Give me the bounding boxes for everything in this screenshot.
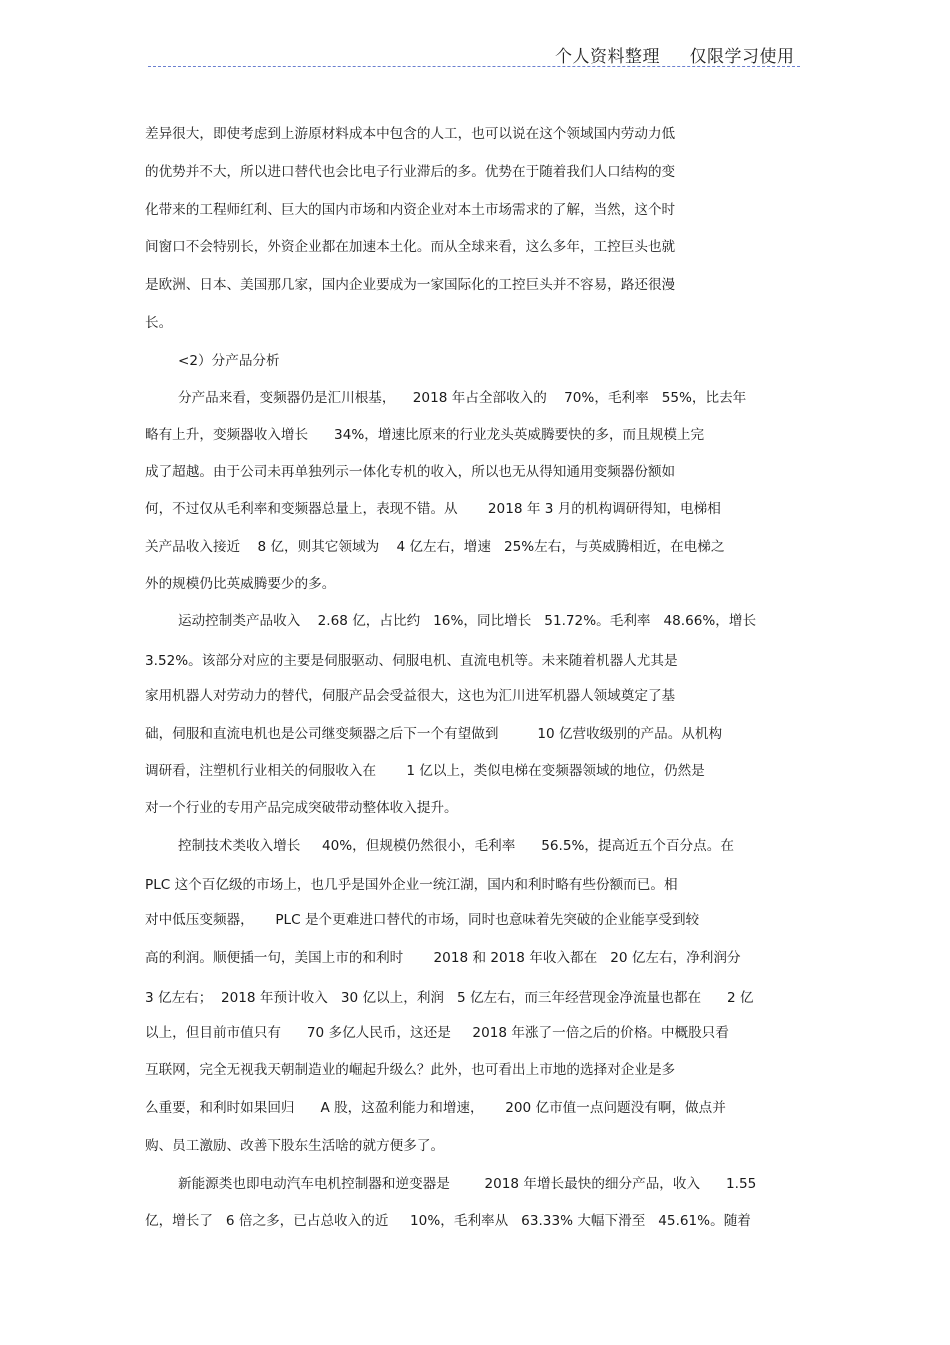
text-line: 控制技术类收入增长 40%，但规模仍然很小，毛利率 56.5%，提高近五个百分点。在	[178, 838, 734, 854]
text-line: 家用机器人对劳动力的替代，伺服产品会受益很大，这也为汇川进军机器人领域奠定了基	[145, 688, 676, 704]
text-line: 关产品收入接近 8 亿，则其它领域为 4 亿左右，增速 25%左右，与英威腾相近，在电梯之	[145, 539, 725, 555]
text-line: 运动控制类产品收入 2.68 亿，占比约 16%，同比增长 51.72%。毛利率 48.66%，增长	[178, 613, 757, 629]
text-line: 互联网，完全无视我天朝制造业的崛起升级么？此外，也可看出上市地的选择对企业是多	[145, 1062, 676, 1078]
text-line: 分产品来看，变频器仍是汇川根基， 2018 年占全部收入的 70%，毛利率 55%，比去年	[178, 390, 747, 406]
text-line: 的优势并不大，所以进口替代也会比电子行业滞后的多。优势在于随着我们人口结构的变	[145, 164, 676, 180]
section-heading: <2）分产品分析	[178, 353, 280, 369]
text-line: 间窗口不会特别长，外资企业都在加速本土化。而从全球来看，这么多年，工控巨头也就	[145, 239, 676, 255]
text-line: 外的规模仍比英威腾要少的多。	[145, 576, 336, 592]
text-line: 成了超越。由于公司未再单独列示一体化专机的收入，所以也无从得知通用变频器份额如	[145, 464, 676, 480]
text-line: 么重要，和利时如果回归 A 股，这盈利能力和增速， 200 亿市值一点问题没有啊，做点并	[145, 1100, 726, 1116]
text-line: 高的利润。顺便插一句，美国上市的和利时 2018 和 2018 年收入都在 20 亿左右，净利润分	[145, 950, 741, 966]
text-line: 购、员工激励、改善下股东生活啥的就方便多了。	[145, 1138, 445, 1154]
text-line: 对中低压变频器， PLC 是个更难进口替代的市场，同时也意味着先突破的企业能享受到较	[145, 912, 700, 928]
header-divider	[148, 66, 800, 67]
text-line: 础，伺服和直流电机也是公司继变频器之后下一个有望做到 10 亿营收级别的产品。从机构	[145, 726, 723, 742]
text-line: 亿，增长了 6 倍之多，已占总收入的近 10%，毛利率从 63.33% 大幅下滑至 45.61%。随着	[145, 1213, 751, 1229]
text-line: 是欧洲、日本、美国那几家，国内企业要成为一家国际化的工控巨头并不容易，路还很漫	[145, 277, 676, 293]
text-line: 新能源类也即电动汽车电机控制器和逆变器是 2018 年增长最快的细分产品，收入 1.55	[178, 1176, 757, 1192]
text-line: 对一个行业的专用产品完成突破带动整体收入提升。	[145, 800, 458, 816]
text-line: PLC 这个百亿级的市场上，也几乎是国外企业一统江湖，国内和利时略有些份额而已。相	[145, 877, 678, 893]
text-line: 3 亿左右； 2018 年预计收入 30 亿以上，利润 5 亿左右，而三年经营现金净流量也都在 2 亿	[145, 990, 754, 1006]
text-line: 差异很大，即使考虑到上游原材料成本中包含的人工，也可以说在这个领域国内劳动力低	[145, 126, 676, 142]
text-line: 调研看，注塑机行业相关的伺服收入在 1 亿以上，类似电梯在变频器领域的地位，仍然是	[145, 763, 705, 779]
text-line: 以上，但目前市值只有 70 多亿人民币，这还是 2018 年涨了一倍之后的价格。中概股只看	[145, 1025, 729, 1041]
text-line: 何，不过仅从毛利率和变频器总量上，表现不错。从 2018 年 3 月的机构调研得知，电梯相	[145, 501, 721, 517]
text-line: 3.52%。该部分对应的主要是伺服驱动、伺服电机、直流电机等。未来随着机器人尤其是	[145, 653, 678, 669]
text-line: 化带来的工程师红利、巨大的国内市场和内资企业对本土市场需求的了解，当然，这个时	[145, 202, 676, 218]
text-line: 长。	[145, 315, 173, 331]
page-header: 个人资料整理 仅限学习使用	[555, 47, 795, 67]
text-line: 略有上升，变频器收入增长 34%，增速比原来的行业龙头英威腾要快的多，而且规模上完	[145, 427, 705, 443]
